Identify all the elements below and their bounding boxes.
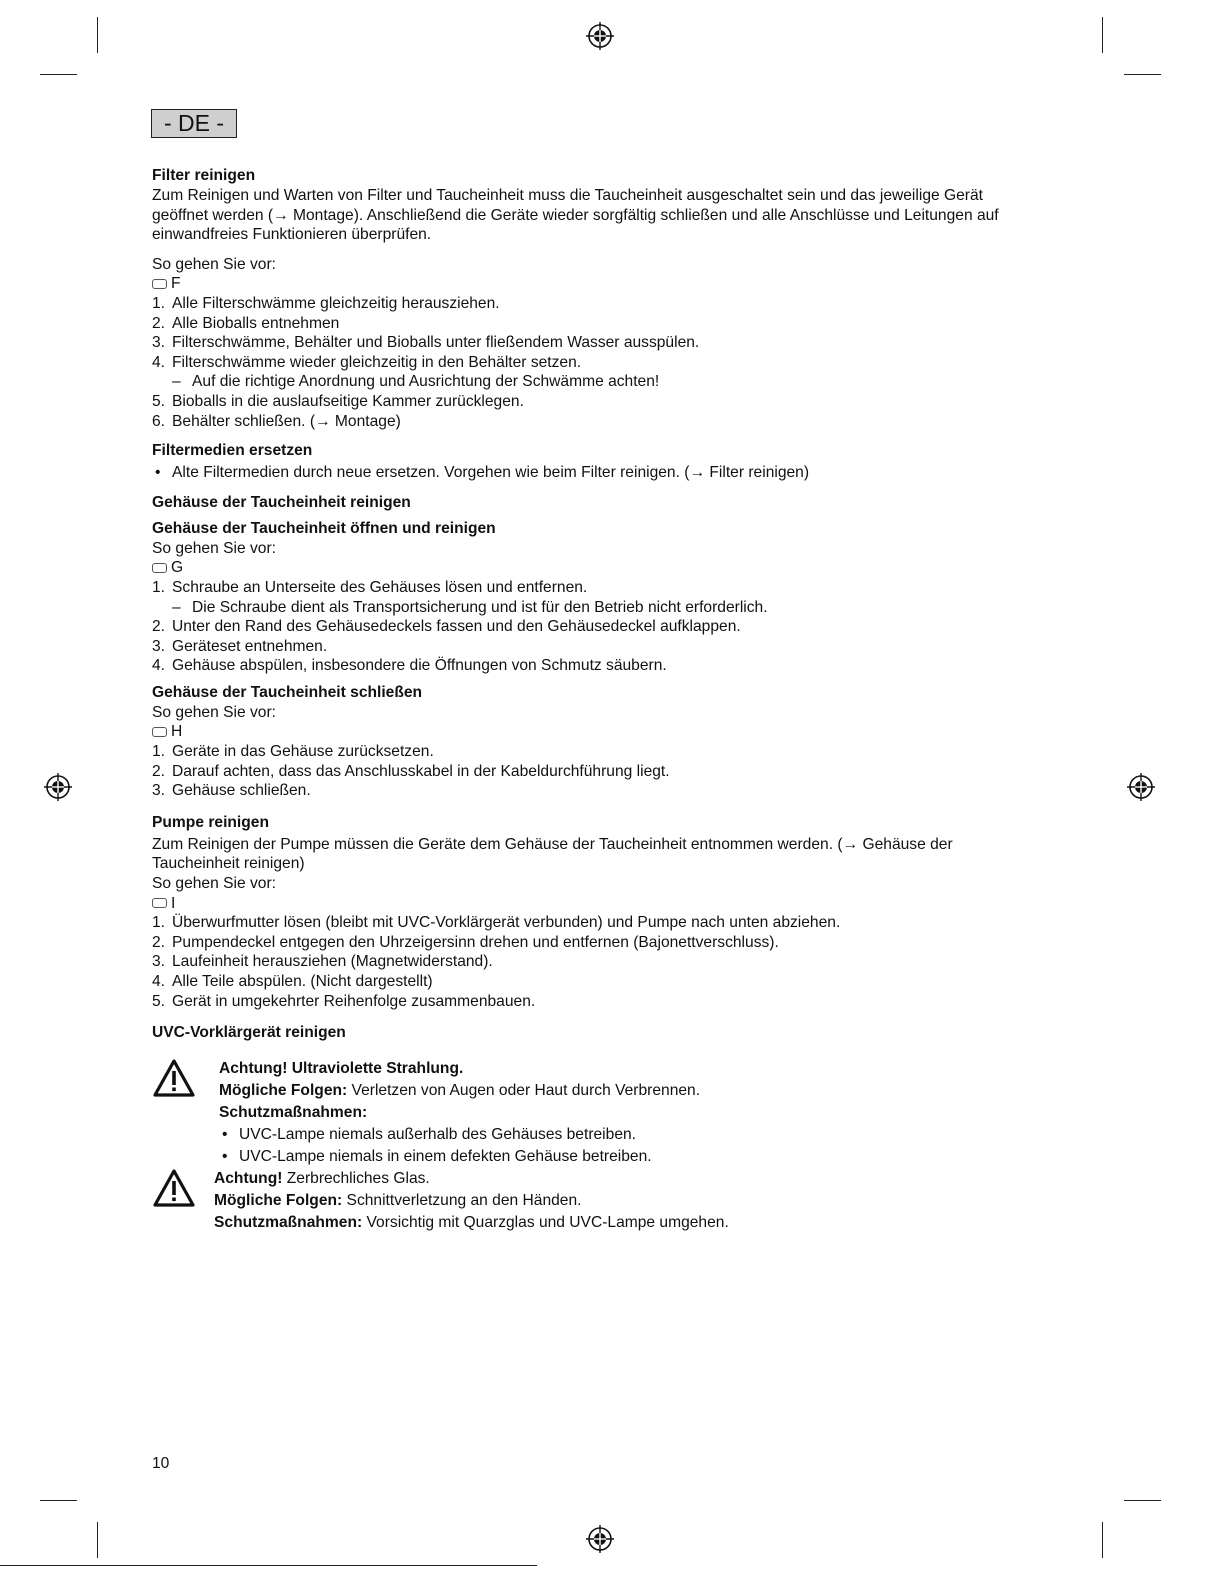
registration-mark-icon: [44, 773, 72, 801]
housing-steps: [152, 578, 1042, 676]
list-item: 4. Gehäuse abspülen, insbesondere die Öffnungen von Schmutz säubern.: [152, 657, 667, 675]
crop-mark: [97, 1522, 98, 1558]
warning-measures-label: Schutzmaßnahmen:: [214, 1214, 363, 1232]
list-item: 3. Filterschwämme, Behälter und Bioballs unter fließendem Wasser ausspülen.: [152, 334, 700, 352]
crop-mark: [1102, 17, 1103, 53]
crop-mark: [1124, 1500, 1161, 1501]
figure-label: G: [171, 559, 184, 577]
list-item: 2. Unter den Rand des Gehäusedeckels fassen und den Gehäusedeckel aufklappen.: [152, 618, 741, 636]
page-content: [152, 166, 1042, 1234]
figure-icon: [152, 727, 167, 737]
filter-howto: So gehen Sie vor:: [152, 255, 276, 273]
crop-mark: [97, 17, 98, 53]
list-item: 2. Alle Bioballs entnehmen: [152, 314, 340, 332]
crop-mark: [1124, 74, 1161, 75]
list-item: 1. Geräte in das Gehäuse zurücksetzen.: [152, 743, 434, 761]
section-title-housing: Gehäuse der Taucheinheit reinigen: [152, 493, 411, 511]
filter-steps: [152, 294, 1042, 431]
list-item: 3. Laufeinheit herausziehen (Magnetwiderstand).: [152, 953, 493, 971]
warning-icon: [152, 1058, 196, 1098]
registration-mark-icon: [586, 22, 614, 50]
list-item: 2. Darauf achten, dass das Anschlusskabel in der Kabeldurchführung liegt.: [152, 762, 670, 780]
list-item: 3. Gehäuse schließen.: [152, 782, 311, 800]
media-list: [152, 463, 1042, 483]
figure-label: F: [171, 275, 181, 293]
list-item: 4. Filterschwämme wieder gleichzeitig in den Behälter setzen.: [152, 353, 582, 371]
list-item: 1. Schraube an Unterseite des Gehäuses lösen und entfernen.: [152, 578, 588, 596]
pump-howto: So gehen Sie vor:: [152, 875, 276, 893]
section-title-media: Filtermedien ersetzen: [152, 442, 313, 460]
list-item: 1. Überwurfmutter lösen (bleibt mit UVC-Vorklärgerät verbunden) und Pumpe nach unten abziehen.: [152, 914, 841, 932]
page-number: 10: [152, 1455, 170, 1472]
language-tab: - DE -: [151, 109, 237, 138]
figure-icon: [152, 563, 167, 573]
figure-ref: [152, 558, 1042, 578]
figure-ref: [152, 274, 1042, 294]
figure-ref: [152, 894, 1042, 914]
warning-measures: Vorsichtig mit Quarzglas und UVC-Lampe umgehen.: [362, 1214, 729, 1232]
figure-label: I: [171, 894, 176, 912]
figure-icon: [152, 898, 167, 908]
section-title-filter: Filter reinigen: [152, 167, 256, 184]
housing-howto: So gehen Sie vor:: [152, 539, 276, 557]
warning-heading: Achtung! Ultraviolette Strahlung.: [219, 1060, 464, 1078]
list-item: 5. Bioballs in die auslaufseitige Kammer zurücklegen.: [152, 392, 524, 410]
warning-icon: [152, 1168, 196, 1208]
warning-consequence: Schnittverletzung an den Händen.: [342, 1192, 582, 1210]
list-item: 2. Pumpendeckel entgegen den Uhrzeigersinn drehen und entfernen (Bajonettverschluss).: [152, 933, 779, 951]
warning-heading-label: Achtung!: [214, 1170, 283, 1188]
figure-ref: [152, 722, 1042, 742]
section-title-uvc: UVC-Vorklärgerät reinigen: [152, 1024, 346, 1042]
list-subnote: – Auf die richtige Anordnung und Ausrichtung der Schwämme achten!: [172, 373, 660, 391]
subsection-title-close: Gehäuse der Taucheinheit schließen: [152, 683, 423, 701]
housing-close-howto: So gehen Sie vor:: [152, 703, 276, 721]
section-title-pump: Pumpe reinigen: [152, 813, 269, 831]
list-item: 4. Alle Teile abspülen. (Nicht dargestellt): [152, 973, 433, 990]
subsection-title-open: Gehäuse der Taucheinheit öffnen und reinigen: [152, 519, 496, 537]
warning-uv: [152, 1058, 1042, 1168]
housing-close-steps: [152, 742, 1042, 801]
list-item: 3. Geräteset entnehmen.: [152, 637, 328, 655]
warning-consequence: Verletzen von Augen oder Haut durch Verbrennen.: [347, 1082, 701, 1100]
list-item: 5. Gerät in umgekehrter Reihenfolge zusammenbauen.: [152, 992, 536, 1010]
list-item: • Alte Filtermedien durch neue ersetzen. Vorgehen wie beim Filter reinigen. (→ Filter reinigen): [152, 463, 1042, 483]
bottom-rule: [0, 1565, 537, 1566]
list-item: • UVC-Lampe niemals in einem defekten Gehäuse betreiben.: [219, 1146, 1042, 1168]
warning-consequence-label: Mögliche Folgen:: [219, 1082, 348, 1100]
figure-icon: [152, 279, 167, 289]
warning-measures-list: [219, 1124, 1042, 1168]
pump-steps: [152, 913, 1042, 1011]
warning-heading: Zerbrechliches Glas.: [282, 1170, 430, 1188]
warning-measures-label: Schutzmaßnahmen:: [219, 1104, 368, 1122]
pump-intro: Zum Reinigen der Pumpe müssen die Geräte dem Gehäuse der Taucheinheit entnommen werden. (→ Gehäuse der Taucheinheit reinigen): [152, 835, 953, 873]
warning-consequence-label: Mögliche Folgen:: [214, 1192, 343, 1210]
crop-mark: [1102, 1522, 1103, 1558]
warning-glass: [152, 1168, 1042, 1234]
registration-mark-icon: [586, 1525, 614, 1553]
filter-intro: Zum Reinigen und Warten von Filter und Taucheinheit muss die Taucheinheit ausgeschaltet sein und das jeweilige Gerät geöffnet werden (→ Montage). Anschließend die Geräte wieder sorgfältig schließen und alle Anschlüsse und Leitungen auf einwandfreies Funktionieren überprüfen.: [152, 187, 999, 244]
figure-label: H: [171, 723, 183, 741]
list-item: 6. Behälter schließen. (→ Montage): [152, 412, 401, 430]
crop-mark: [40, 1500, 77, 1501]
registration-mark-icon: [1127, 773, 1155, 801]
list-subnote: – Die Schraube dient als Transportsicherung und ist für den Betrieb nicht erforderlich.: [172, 598, 768, 616]
list-item: • UVC-Lampe niemals außerhalb des Gehäuses betreiben.: [219, 1124, 1042, 1146]
crop-mark: [40, 74, 77, 75]
list-item: 1. Alle Filterschwämme gleichzeitig herausziehen.: [152, 294, 500, 312]
